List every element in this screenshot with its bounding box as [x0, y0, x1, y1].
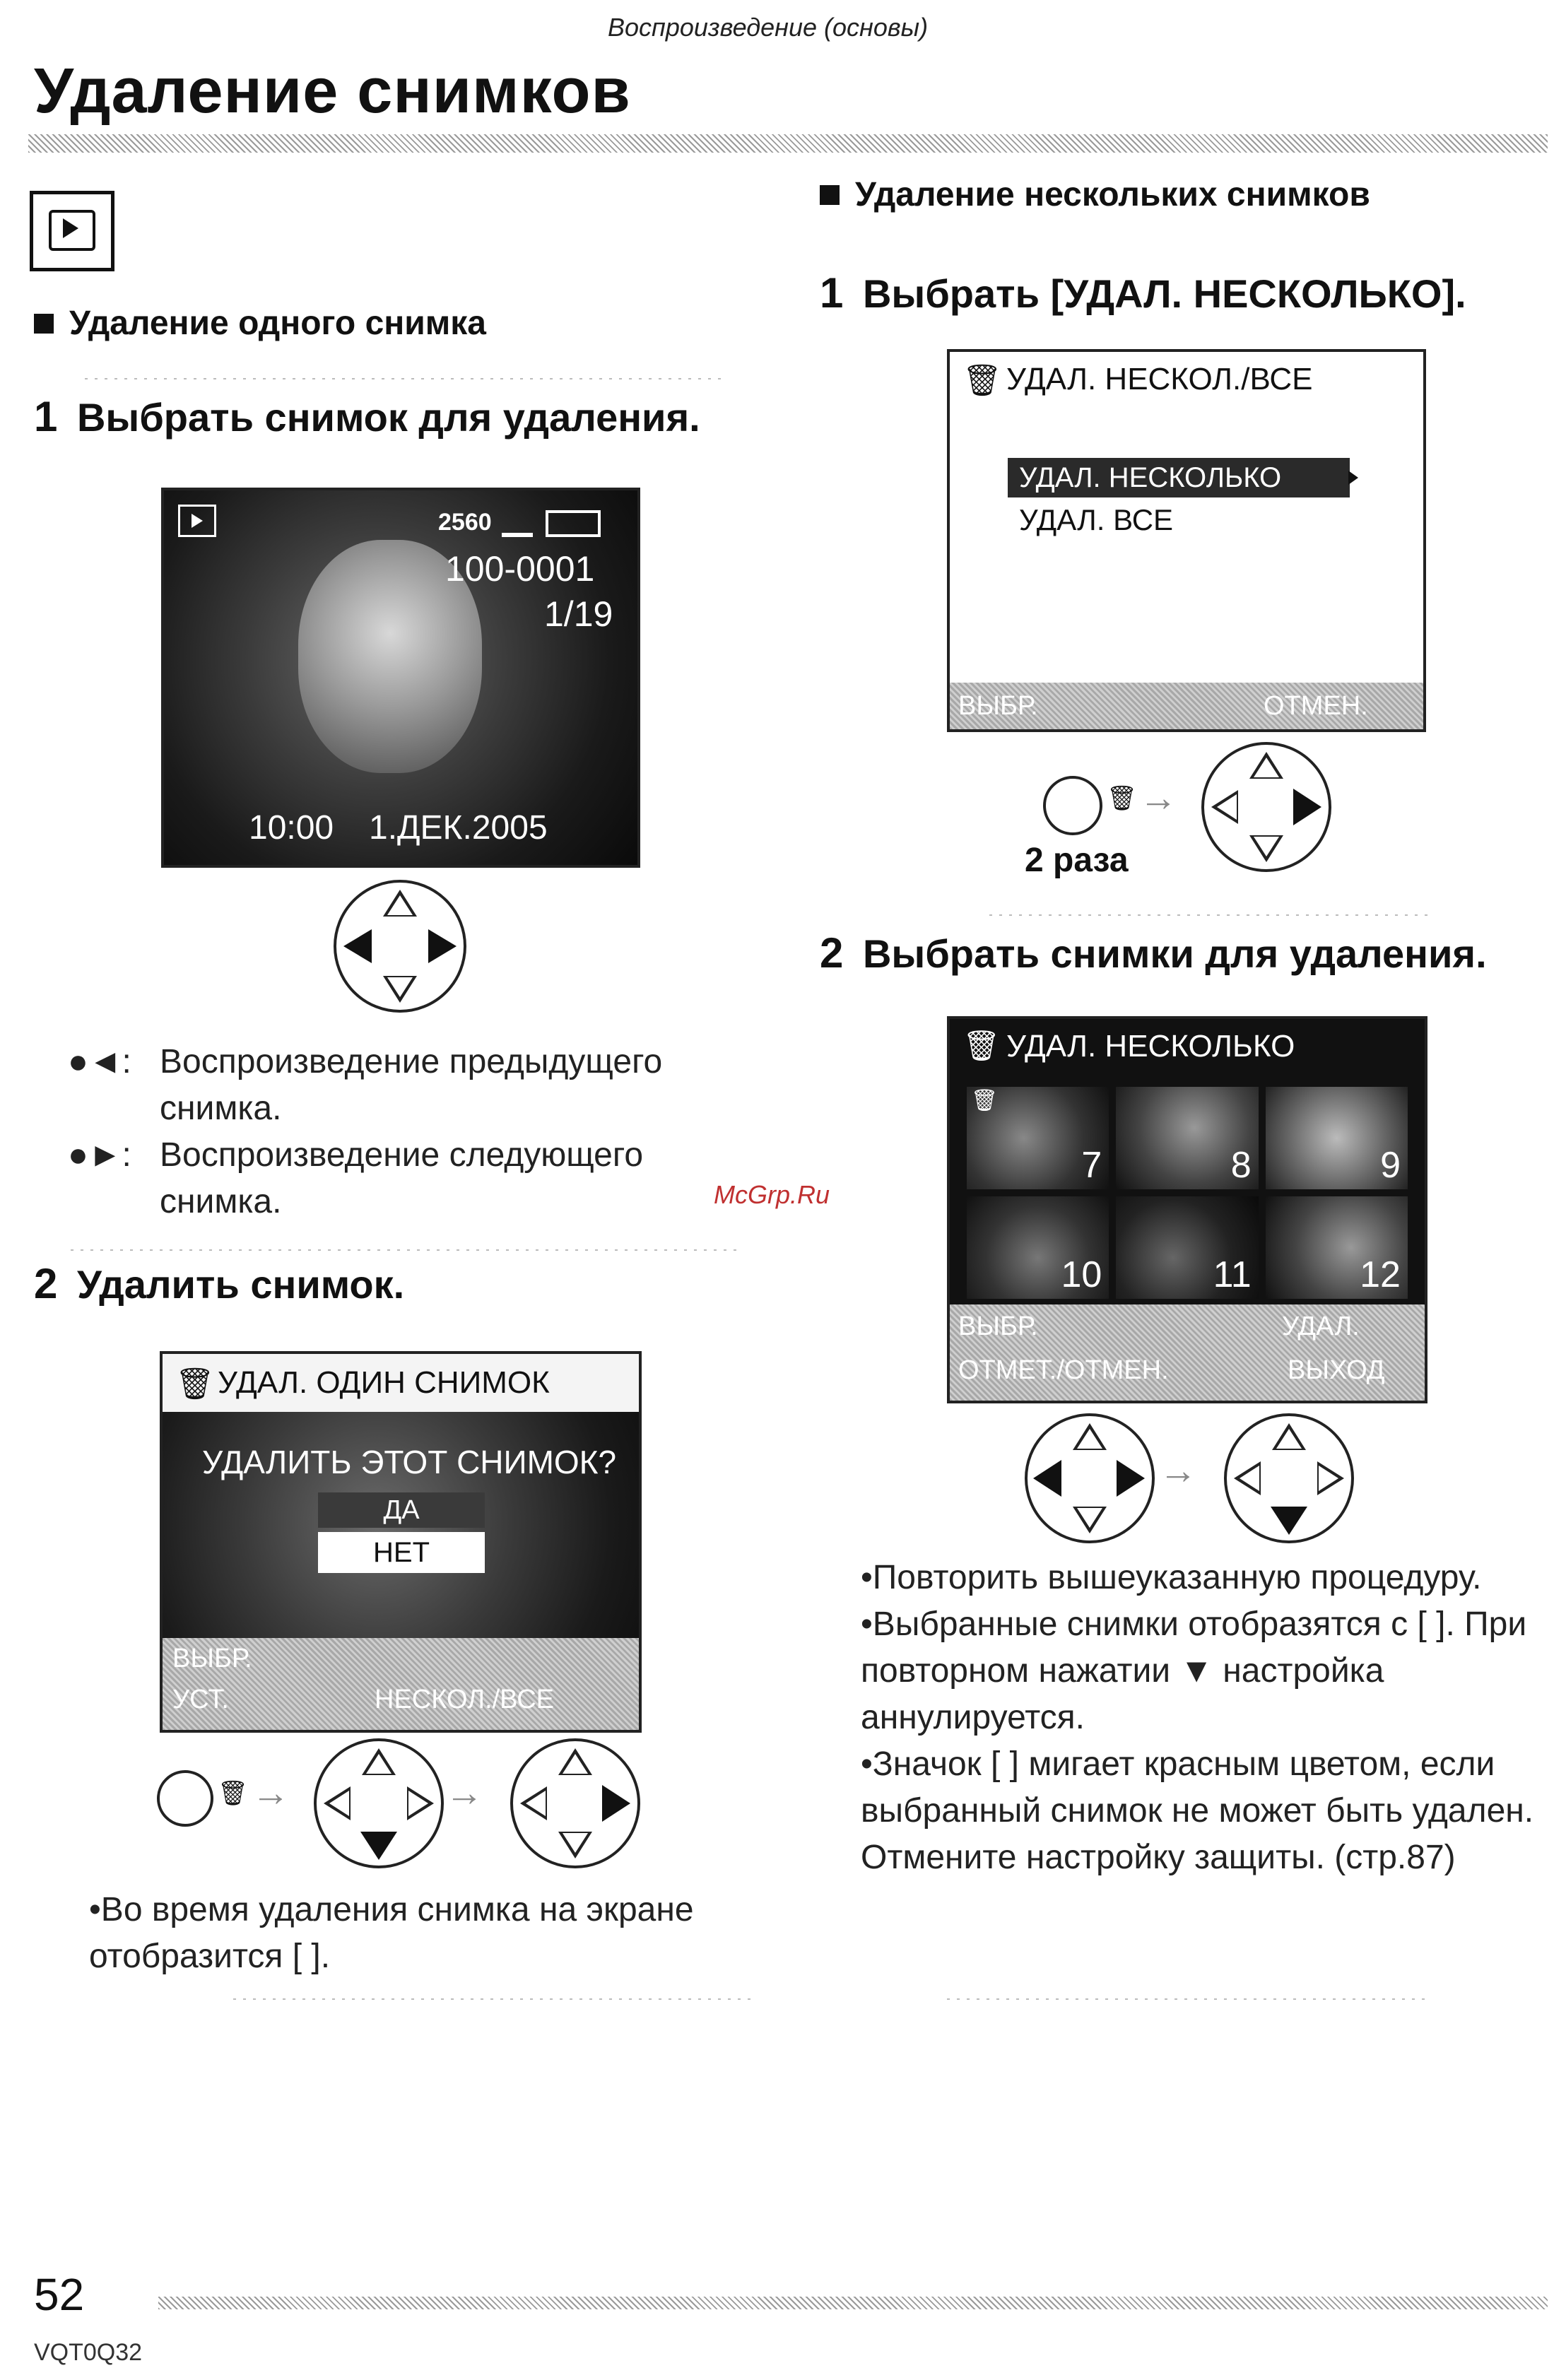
arrow-right-icon: → — [1139, 777, 1177, 819]
arrow-right-icon: → — [1159, 1449, 1197, 1492]
no-option[interactable] — [318, 1532, 485, 1573]
section-delete-multi — [820, 175, 1370, 214]
menu-option-all[interactable] — [1019, 503, 1173, 537]
trash-icon: 🗑 — [175, 1367, 215, 1401]
left-arrow-icon — [343, 929, 372, 963]
step-1-right — [820, 269, 1466, 317]
cursor-button-right[interactable] — [1201, 742, 1331, 872]
down-arrow-icon — [360, 1832, 397, 1860]
page-number: 52 — [34, 2269, 85, 2320]
trash-button[interactable] — [157, 1770, 213, 1827]
thumbnail[interactable] — [967, 1087, 1109, 1189]
divider — [233, 1998, 756, 2000]
step-2-left — [34, 1259, 404, 1308]
step-text: Удалить снимок. — [76, 1262, 405, 1307]
step-number: 1 — [820, 269, 844, 317]
thumbnail-number: 7 — [1081, 1145, 1102, 1186]
bullet-next — [68, 1132, 746, 1225]
playback-mode-icon — [30, 191, 114, 271]
cursor-button-down[interactable] — [1224, 1413, 1354, 1543]
watermark: McGrp.Ru — [714, 1180, 830, 1209]
divider — [989, 914, 1427, 916]
quality-icon — [502, 512, 533, 537]
bullet-next-text: Воспроизведение следующего снимка. — [160, 1136, 644, 1220]
left-arrow-icon — [1033, 1460, 1061, 1497]
step-number: 2 — [34, 1260, 58, 1307]
thumbnail[interactable] — [1116, 1087, 1258, 1189]
bullet-next-arrow: ●►: — [68, 1136, 131, 1174]
step-number: 1 — [34, 393, 58, 440]
header-subtitle: Воспроизведение (основы) — [608, 13, 929, 42]
bullet-square — [820, 185, 840, 205]
delete-question: УДАЛИТЬ ЭТОТ СНИМОК? — [202, 1444, 617, 1480]
thumbnail-number: 8 — [1230, 1145, 1252, 1186]
picture-count: 1/19 — [544, 594, 613, 634]
cursor-button-down[interactable] — [314, 1738, 444, 1868]
document-code: VQT0Q32 — [34, 2339, 143, 2366]
folder-file-number: 100-0001 — [445, 549, 595, 589]
thumbnail[interactable] — [1116, 1196, 1258, 1299]
screen-title: УДАЛ. НЕСКОЛЬКО — [1006, 1029, 1295, 1064]
screen-help-bar — [950, 683, 1423, 729]
delete-hint: УДАЛ. — [1282, 1312, 1360, 1341]
playback-icon — [178, 505, 216, 537]
playback-screen — [161, 488, 640, 868]
menu-option-multi-label: УДАЛ. НЕСКОЛЬКО — [1019, 462, 1282, 493]
cursor-button[interactable] — [334, 880, 466, 1013]
divider — [71, 1249, 742, 1251]
yes-option[interactable] — [318, 1492, 485, 1528]
set-hint: УСТ. — [172, 1685, 229, 1714]
menu-option-all-label: УДАЛ. ВСЕ — [1019, 503, 1174, 536]
step-text: Выбрать [УДАЛ. НЕСКОЛЬКО]. — [862, 271, 1466, 316]
multi-hint: НЕСКОЛ./ВСЕ — [375, 1685, 554, 1714]
thumbnail[interactable] — [1266, 1196, 1408, 1299]
down-arrow-icon — [1271, 1507, 1307, 1535]
screen-help-bar — [950, 1304, 1425, 1401]
trash-icon: 🗑 — [962, 1029, 1001, 1062]
bullet-prev-text: Воспроизведение предыдущего снимка. — [160, 1043, 663, 1127]
thumbnail-number: 9 — [1380, 1145, 1401, 1186]
screen-title-bar — [163, 1354, 639, 1412]
bullet-list-right — [861, 1555, 1546, 1881]
thumbnail-number: 10 — [1061, 1254, 1102, 1295]
select-hint: ВЫБР. — [958, 691, 1038, 721]
thumbnail[interactable] — [1266, 1087, 1408, 1189]
footer-rule — [158, 2297, 1548, 2309]
thumbnail-number: 12 — [1360, 1254, 1401, 1295]
thumbnail-grid — [967, 1087, 1408, 1299]
press-count: 2 раза — [1025, 842, 1129, 879]
trash-icon: 🗑 — [962, 363, 1002, 398]
cursor-button-right[interactable] — [510, 1738, 640, 1868]
bullet-prev — [68, 1039, 746, 1132]
section-title-multi: Удаление нескольких снимков — [855, 176, 1370, 213]
trash-button[interactable] — [1043, 776, 1102, 835]
battery-icon — [546, 510, 601, 537]
divider — [85, 378, 721, 379]
bullet-selected: •Выбранные снимки отобразятся с [ ]. При повторном нажатии ▼ настройка аннулируется. — [861, 1606, 1527, 1736]
menu-option-multi[interactable] — [1008, 458, 1350, 497]
header-rule — [28, 134, 1548, 153]
right-arrow-icon — [1348, 471, 1358, 485]
screen-title: УДАЛ. НЕСКОЛ./ВСЕ — [1006, 362, 1313, 396]
bullet-repeat: •Повторить вышеуказанную процедуру. — [861, 1559, 1482, 1596]
bullet-list-left — [68, 1039, 746, 1225]
trash-icon: 🗑 — [971, 1089, 999, 1112]
right-arrow-icon — [1293, 789, 1321, 825]
yes-label: ДА — [383, 1495, 420, 1525]
page-title: Удаление снимков — [34, 56, 631, 126]
resolution-label: 2560 — [438, 509, 492, 536]
section-title-one: Удаление одного снимка — [69, 305, 486, 342]
bullet-prev-arrow: ●◄: — [68, 1043, 131, 1080]
step-number: 2 — [820, 929, 844, 977]
no-label: НЕТ — [373, 1537, 430, 1568]
delete-menu-screen — [947, 349, 1426, 732]
exit-hint: ВЫХОД — [1288, 1355, 1385, 1385]
divider — [947, 1998, 1427, 2000]
right-arrow-icon — [428, 929, 457, 963]
step-2-right — [820, 929, 1487, 977]
delete-multi-screen — [947, 1016, 1427, 1403]
trash-icon: 🗑 — [1107, 785, 1138, 812]
mark-hint: ОТМЕТ./ОТМЕН. — [958, 1355, 1169, 1385]
date-label: 1.ДЕК.2005 — [369, 809, 548, 847]
screen-title: УДАЛ. ОДИН СНИМОК — [218, 1365, 550, 1400]
right-arrow-icon — [602, 1785, 630, 1822]
screen-help-bar — [163, 1638, 639, 1730]
right-arrow-icon — [1117, 1460, 1145, 1497]
arrow-right-icon: → — [445, 1772, 483, 1814]
delete-single-screen — [160, 1351, 642, 1733]
thumbnail-number: 11 — [1213, 1254, 1252, 1295]
step-text: Выбрать снимок для удаления. — [76, 395, 700, 440]
time-label: 10:00 — [249, 809, 334, 847]
step-text: Выбрать снимки для удаления. — [862, 931, 1487, 976]
bullet-protect: •Значок [ ] мигает красным цветом, если выбранный снимок не может быть удален. Отмените настройку защиты. (стр.87) — [861, 1745, 1534, 1876]
cursor-button[interactable] — [1025, 1413, 1155, 1543]
note-left: •Во время удаления снимка на экране отобразится [ ]. — [89, 1891, 694, 1975]
thumbnail[interactable] — [967, 1196, 1109, 1299]
step-1-left — [34, 392, 700, 441]
bullet-square — [34, 314, 54, 334]
select-hint: ВЫБР. — [958, 1312, 1038, 1341]
trash-icon: 🗑 — [218, 1780, 249, 1807]
section-delete-one — [34, 304, 486, 343]
arrow-right-icon: → — [252, 1772, 290, 1814]
cancel-hint: ОТМЕН. — [1264, 691, 1368, 721]
select-hint: ВЫБР. — [172, 1644, 252, 1673]
